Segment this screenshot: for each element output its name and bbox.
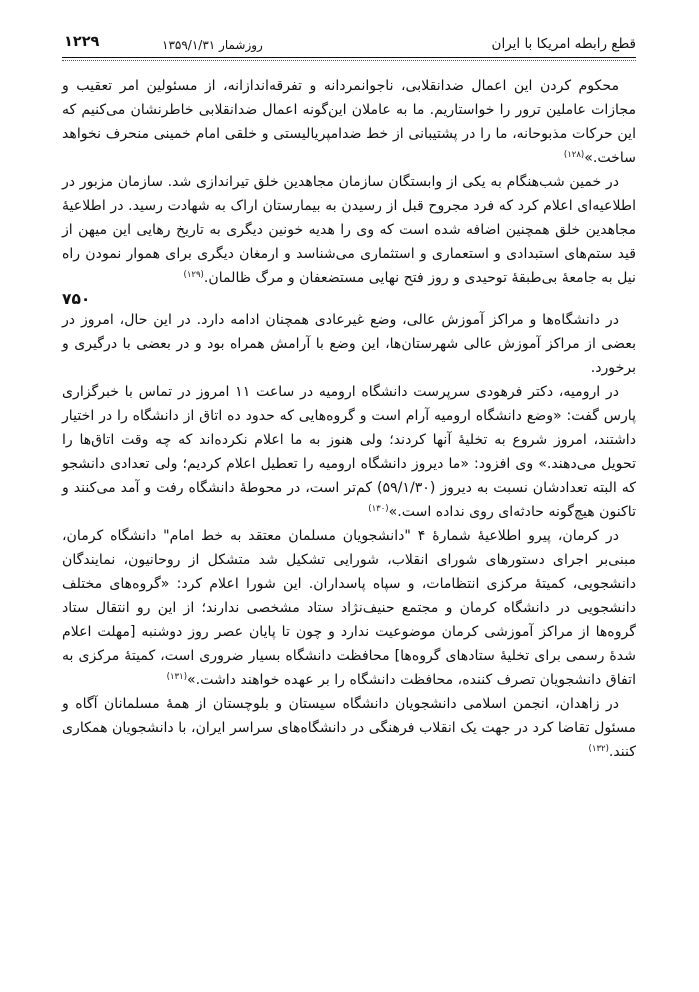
book-page <box>62 30 636 760</box>
header-dotted-rule <box>62 60 636 61</box>
footnote-ref: (۱۳۱) <box>166 672 188 682</box>
paragraph: در ارومیه، دکتر فرهودی سرپرست دانشگاه ارومیه در ساعت ۱۱ امروز در تماس با خبرگزاری پارس گفت: «وضع دانشگاه ارومیه آرام است و گروه‌هایی که حدود ده اتاق از دانشگاه را در اختیار داشتند، امروز شروع به تخلیهٔ آنها کردند؛ ولی هنوز به ما اعلام نکرده‌اند که چه وقت اتاق‌ها را تحویل می‌دهند.» وی افزود: «ما دیروز دانشگاه ارومیه را تعطیل اعلام کردیم؛ ولی تعدادی دانشجو که البته تعدادشان نسبت به دیروز (۵۹/۱/۳۰) کم‌تر است، در محوطهٔ دانشگاه رفت و آمد می‌کنند و تاکنون هیچ‌گونه حادثه‌ای روی نداده است.»$^{(۱۳۰)}$ <box>62 384 636 520</box>
page-body <box>62 74 636 764</box>
paragraph: در کرمان، پیرو اطلاعیهٔ شمارهٔ ۴ "دانشجویان مسلمان معتقد به خط امام" دانشگاه کرمان، مبنی‌بر اجرای دستورهای شورای انقلاب، شورایی تشکیل شد متشکل از روحانیون، نمایندگان دانشجویی، کمیتهٔ مرکزی انتظامات، و سپاه پاسداران. این شورا اعلام کرد: «گروه‌های مختلف دانشجویی در دانشگاه کرمان و مجتمع حنیف‌نژاد ستاد مشخصی ندارند؛ از این رو انتقال ستاد گروه‌ها از مراکز آموزشی کرمان موضوعیت ندارد و چون تا پایان عصر روز دوشنبه [مهلت اعلام شدهٔ رسمی برای تخلیهٔ ستادهای گروه‌ها] محافظت دانشگاه بسیار ضروری است، کمیتهٔ مرکزی به اتفاق دانشجویان تصرف کننده، محافظت دانشگاه را بر عهده خواهند داشت.»$^{(۱۳۱)}$ <box>62 528 636 688</box>
footnote-ref: (۱۳۲) <box>588 744 609 754</box>
footnote-ref: (۱۳۰) <box>368 504 389 514</box>
running-header <box>62 30 636 56</box>
page-number: ۱۲۲۹ <box>64 34 100 50</box>
header-rule <box>62 57 636 58</box>
running-title: قطع رابطه امریکا با ایران <box>491 36 636 52</box>
footnote-ref: (۱۲۸) <box>563 150 585 160</box>
paragraph: در خمین شب‌هنگام به یکی از وابستگان سازمان مجاهدین خلق تیراندازی شد. سازمان مزبور در اطلاعیه‌ای اعلام کرد که فرد مجروح قبل از رسیدن به بیمارستان اراک به شهادت رسید. در اطلاعیهٔ مجاهدین خلق همچنین اضافه شده است که وی را هدیه خونین دیگری به تاریخ رهایی این میهن از قید ستم‌های استبدادی و استعماری و استثماری می‌شناسد و ارمغان دیگری برای هموار نمودن راه نیل به جامعهٔ بی‌طبقهٔ توحیدی و روز فتح نهایی مستضعفان و مرگ ظالمان.$^{(۱۲۹)}$ <box>62 174 636 286</box>
paragraph: در دانشگاه‌ها و مراکز آموزش عالی، وضع غیرعادی همچنان ادامه دارد. در این حال، امروز در بعضی از مراکز آموزش عالی شهرستان‌ها، این وضع با آرامش همراه بود و در بعضی با درگیری و برخورد. <box>62 312 636 376</box>
paragraph: در زاهدان، انجمن اسلامی دانشجویان دانشگاه سیستان و بلوچستان از همهٔ مسلمانان آگاه و مسئول تقاضا کرد در جهت یک انقلاب فرهنگی در دانشگاه‌های سراسر ایران، با دانشجویان همکاری کنند.$^{(۱۳۲)}$ <box>62 696 636 760</box>
section-number: ۷۵۰ <box>62 290 91 308</box>
header-date: روزشمار ۱۳۵۹/۱/۳۱ <box>162 38 263 52</box>
footnote-ref: (۱۲۹) <box>183 270 204 280</box>
paragraph: محکوم کردن این اعمال ضدانقلابی، ناجوانمردانه و تفرقه‌اندازانه، از مسئولین امر تعقیب و مجازات عاملین ترور را خواستاریم. ما به عاملان این‌گونه اعمال ضدانقلابی خاطرنشان می‌کنیم که این حرکات مذبوحانه، ما را در پشتیبانی از خط ضدامپریالیستی و خلقی امام خمینی منحرف نخواهد ساخت.»$^{(۱۲۸)}$ <box>62 78 636 166</box>
